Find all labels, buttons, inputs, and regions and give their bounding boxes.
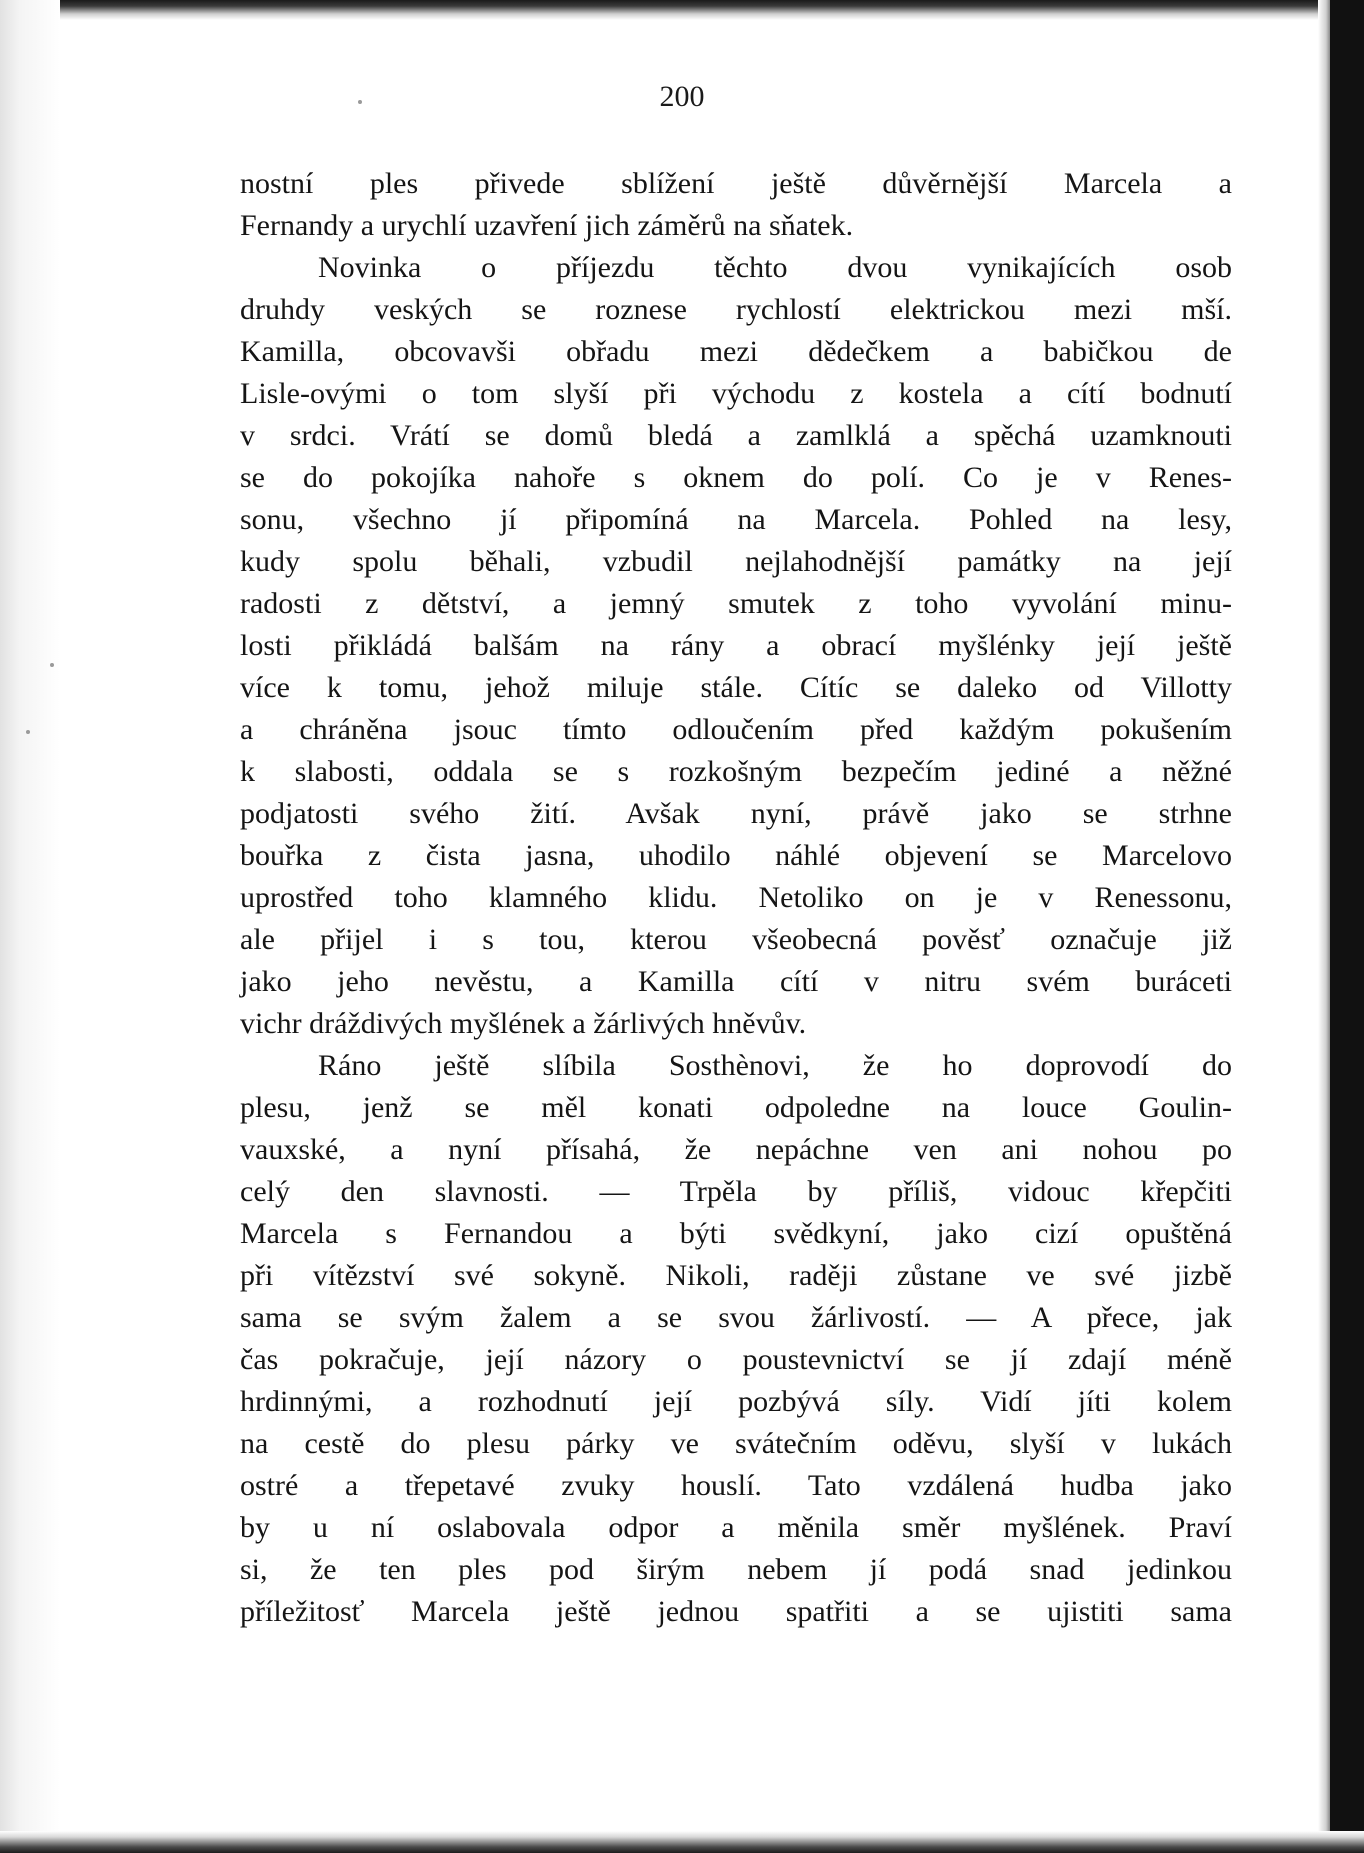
- text-line: v srdci. Vrátí se domů bledá a zamlklá a spěchá uzamknouti: [240, 419, 1232, 452]
- text-line: příležitosť Marcela ještě jednou spatřiti a se ujistiti sama: [240, 1595, 1232, 1628]
- text-line: ostré a třepetavé zvuky houslí. Tato vzdálená hudba jako: [240, 1469, 1232, 1502]
- text-line: vauxské, a nyní přísahá, že nepáchne ven ani nohou po: [240, 1133, 1232, 1166]
- text-line: při vítězství své sokyně. Nikoli, raději zůstane ve své jizbě: [240, 1259, 1232, 1292]
- scan-edge-right-shadow: [1318, 0, 1330, 1853]
- text-line: Ráno ještě slíbila Sosthènovi, že ho doprovodí do: [318, 1049, 1232, 1082]
- text-line: by u ní oslabovala odpor a měnila směr myšlének. Praví: [240, 1511, 1232, 1544]
- text-line: jako jeho nevěstu, a Kamilla cítí v nitru svém buráceti: [240, 965, 1232, 998]
- text-line: Novinka o příjezdu těchto dvou vynikajících osob: [318, 251, 1232, 284]
- scan-speck: [26, 730, 30, 734]
- text-line: na cestě do plesu párky ve svátečním oděvu, slyší v lukách: [240, 1427, 1232, 1460]
- text-line: bouřka z čista jasna, uhodilo náhlé objevení se Marcelovo: [240, 839, 1232, 872]
- page-number: 200: [659, 80, 705, 113]
- text-line: plesu, jenž se měl konati odpoledne na louce Goulin-: [240, 1091, 1232, 1124]
- scan-speck: [50, 663, 54, 667]
- text-line: více k tomu, jehož miluje stále. Cítíc se daleko od Villotty: [240, 671, 1232, 704]
- text-line: Fernandy a urychlí uzavření jich záměrů na sňatek.: [240, 209, 854, 242]
- text-line: Lisle-ovými o tom slyší při východu z kostela a cítí bodnutí: [240, 377, 1232, 410]
- scan-edge-right: [1330, 0, 1364, 1853]
- text-line: Marcela s Fernandou a býti svědkyní, jako cizí opuštěná: [240, 1217, 1232, 1250]
- body-text: [240, 163, 1232, 1633]
- text-line: čas pokračuje, její názory o poustevnictví se jí zdají méně: [240, 1343, 1232, 1376]
- text-line: ale přijel i s tou, kterou všeobecná pověsť označuje již: [240, 923, 1232, 956]
- text-line: kudy spolu běhali, vzbudil nejlahodnější památky na její: [240, 545, 1232, 578]
- text-line: uprostřed toho klamného klidu. Netoliko on je v Renessonu,: [240, 881, 1232, 914]
- text-line: podjatosti svého žití. Avšak nyní, právě jako se strhne: [240, 797, 1232, 830]
- text-line: losti přikládá balšám na rány a obrací myšlénky její ještě: [240, 629, 1232, 662]
- text-line: radosti z dětství, a jemný smutek z toho vyvolání minu-: [240, 587, 1232, 620]
- text-line: sama se svým žalem a se svou žárlivostí. — A přece, jak: [240, 1301, 1232, 1334]
- text-line: nostní ples přivede sblížení ještě důvěrnější Marcela a: [240, 167, 1232, 200]
- text-line: hrdinnými, a rozhodnutí její pozbývá síly. Vidí jíti kolem: [240, 1385, 1232, 1418]
- scan-edge-left: [0, 0, 60, 1853]
- text-line: si, že ten ples pod širým nebem jí podá snad jedinkou: [240, 1553, 1232, 1586]
- text-line: druhdy veských se roznese rychlostí elektrickou mezi mší.: [240, 293, 1232, 326]
- scan-edge-top: [0, 0, 1364, 20]
- text-line: Kamilla, obcovavši obřadu mezi dědečkem a babičkou de: [240, 335, 1232, 368]
- scan-edge-bottom: [0, 1831, 1364, 1853]
- text-line: sonu, všechno jí připomíná na Marcela. Pohled na lesy,: [240, 503, 1232, 536]
- text-line: k slabosti, oddala se s rozkošným bezpečím jediné a něžné: [240, 755, 1232, 788]
- text-line: celý den slavnosti. — Trpěla by příliš, vidouc křepčiti: [240, 1175, 1232, 1208]
- text-line: a chráněna jsouc tímto odloučením před každým pokušením: [240, 713, 1232, 746]
- text-line: vichr dráždivých myšlének a žárlivých hněvův.: [240, 1007, 807, 1040]
- text-line: se do pokojíka nahoře s oknem do polí. Co je v Renes-: [240, 461, 1232, 494]
